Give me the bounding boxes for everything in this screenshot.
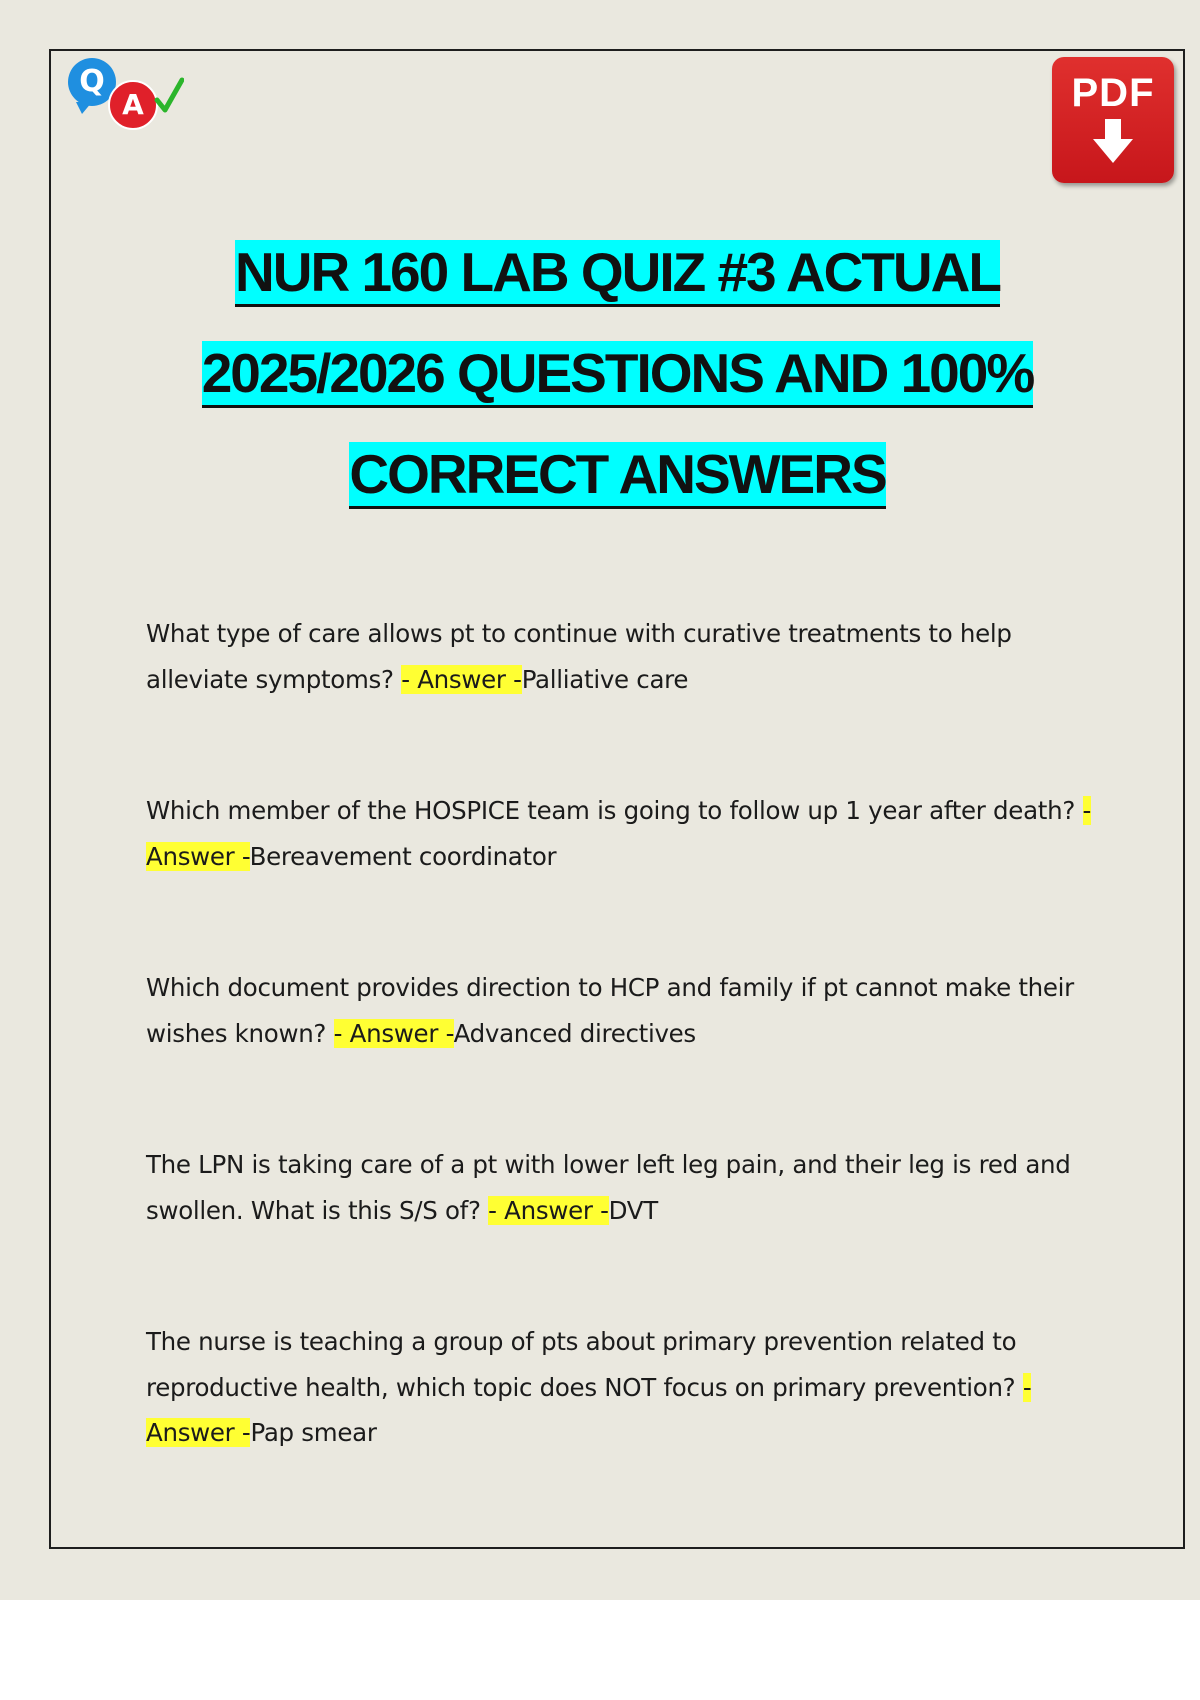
question-text: Which document provides direction to HCP and family if pt cannot make their wishes known? <box>146 973 1074 1048</box>
question-text: Which member of the HOSPICE team is going to follow up 1 year after death? <box>146 796 1083 825</box>
q-bubble-icon: Q <box>68 58 116 106</box>
question-text: The nurse is teaching a group of pts about primary prevention related to reproductive health, which topic does NOT focus on primary prevention? <box>146 1327 1023 1402</box>
answer-marker: - Answer - <box>488 1195 609 1225</box>
title-line-1: NUR 160 LAB QUIZ #3 ACTUAL <box>235 240 1000 307</box>
title-line-2: 2025/2026 QUESTIONS AND 100% <box>202 341 1034 408</box>
answer-marker: - Answer - <box>146 796 1092 871</box>
qa-check-logo-icon <box>68 58 198 130</box>
download-arrow-icon <box>1093 119 1133 165</box>
answer-marker: - Answer - <box>401 664 522 694</box>
answer-marker: - Answer - <box>146 1372 1032 1447</box>
question-text: The LPN is taking care of a pt with lower left leg pain, and their leg is red and swollen. What is this S/S of? <box>146 1150 1071 1225</box>
answer-text: Advanced directives <box>453 1018 696 1048</box>
qa-item-5 <box>146 1319 1106 1456</box>
answer-text: Bereavement coordinator <box>249 841 557 871</box>
qa-item-1 <box>146 611 1106 702</box>
document-title <box>100 240 1135 543</box>
pdf-badge-label: PDF <box>1071 71 1155 115</box>
title-line-3: CORRECT ANSWERS <box>349 442 885 509</box>
checkmark-icon <box>154 76 184 116</box>
answer-marker: - Answer - <box>333 1018 454 1048</box>
qa-item-3 <box>146 965 1106 1056</box>
qa-item-2 <box>146 788 1106 879</box>
question-answer-list <box>146 611 1106 1542</box>
pdf-download-badge[interactable] <box>1052 57 1174 183</box>
a-bubble-icon: A <box>108 80 158 130</box>
answer-text: Palliative care <box>521 664 689 694</box>
question-text: What type of care allows pt to continue with curative treatments to help alleviate symptoms? <box>146 619 1012 694</box>
answer-text: DVT <box>608 1195 658 1225</box>
answer-text: Pap smear <box>250 1418 377 1447</box>
qa-item-4 <box>146 1142 1106 1233</box>
